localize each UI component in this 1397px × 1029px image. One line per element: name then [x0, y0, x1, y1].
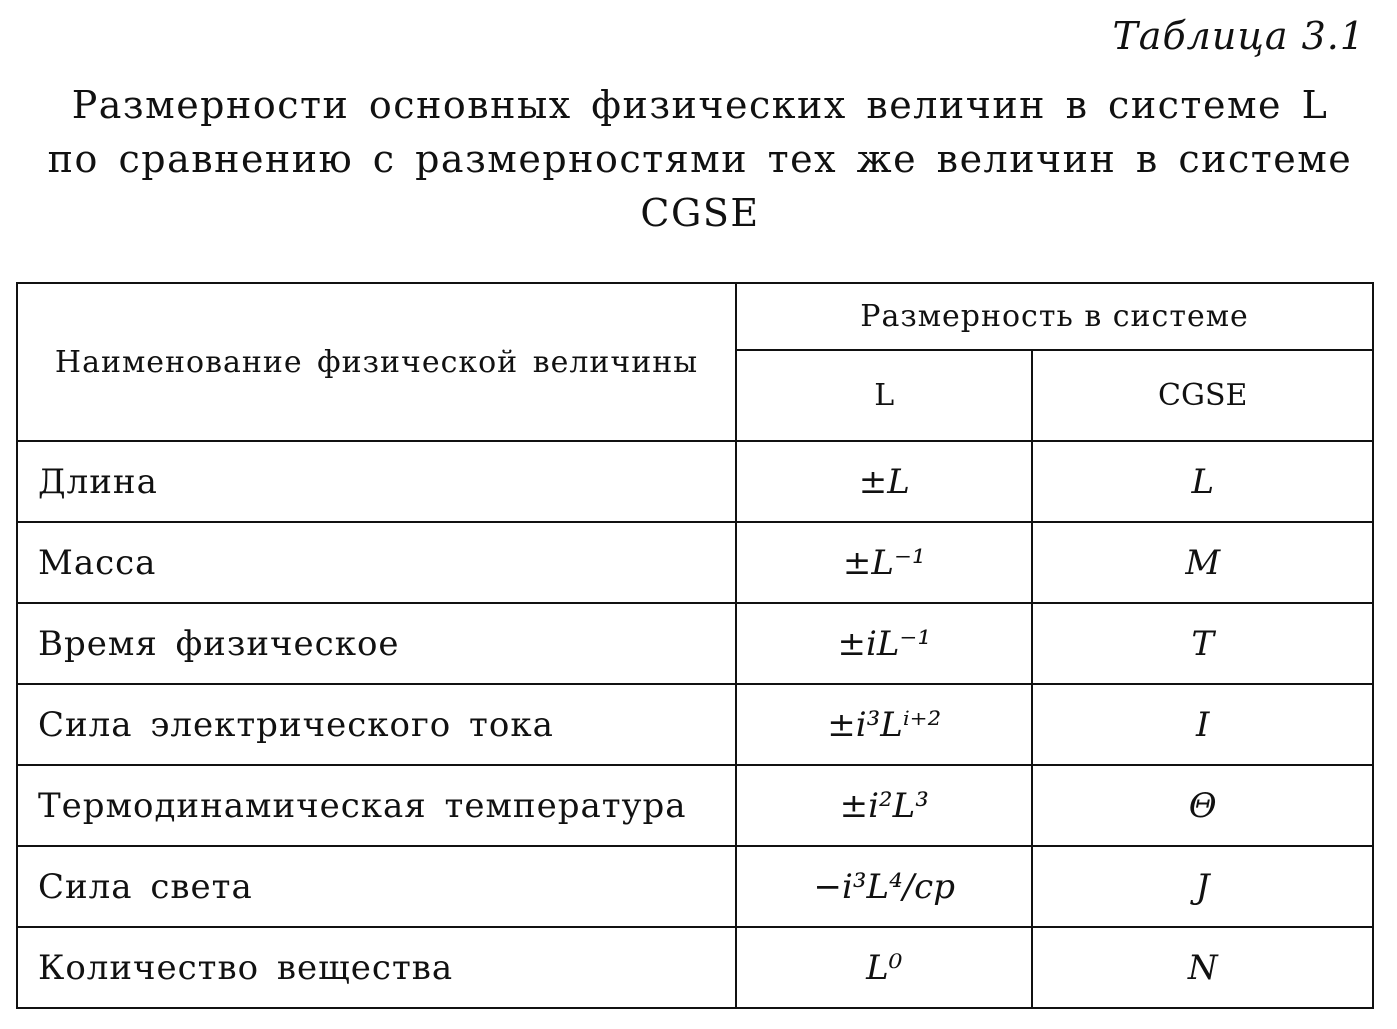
table-row — [17, 441, 1373, 522]
quantity-name: Термодинамическая температура — [17, 765, 736, 846]
table-row — [17, 603, 1373, 684]
quantity-name: Длина — [17, 441, 736, 522]
dimension-l: ±iL⁻¹ — [736, 603, 1032, 684]
header-dimension-group: Размерность в системе — [736, 283, 1373, 350]
dimension-l: −i³L⁴/ср — [736, 846, 1032, 927]
table-number: Таблица 3.1 — [1112, 14, 1365, 58]
dimension-cgse: I — [1032, 684, 1373, 765]
dimension-l: ±i²L³ — [736, 765, 1032, 846]
title-line-1: Размерности основных физических величин в системе L — [71, 83, 1329, 127]
quantity-name: Сила света — [17, 846, 736, 927]
dimension-cgse: Θ — [1032, 765, 1373, 846]
dimensions-table — [16, 282, 1374, 1009]
table-row — [17, 684, 1373, 765]
table-row — [17, 846, 1373, 927]
quantity-name: Количество вещества — [17, 927, 736, 1008]
header-system-cgse: CGSE — [1032, 350, 1373, 441]
dimension-cgse: N — [1032, 927, 1373, 1008]
dimension-cgse: M — [1032, 522, 1373, 603]
table-row — [17, 765, 1373, 846]
quantity-name: Время физическое — [17, 603, 736, 684]
dimension-cgse: T — [1032, 603, 1373, 684]
dimension-l: ±i³Lⁱ⁺² — [736, 684, 1032, 765]
document-title — [30, 78, 1370, 240]
dimension-l: ±L — [736, 441, 1032, 522]
dimension-l: ±L⁻¹ — [736, 522, 1032, 603]
quantity-name: Масса — [17, 522, 736, 603]
dimension-cgse: L — [1032, 441, 1373, 522]
quantity-name: Сила электрического тока — [17, 684, 736, 765]
title-line-3: CGSE — [640, 191, 760, 235]
title-line-2: по сравнению с размерностями тех же величин в системе — [47, 137, 1353, 181]
header-system-l: L — [736, 350, 1032, 441]
table-row — [17, 522, 1373, 603]
dimension-cgse: J — [1032, 846, 1373, 927]
table-row — [17, 927, 1373, 1008]
header-quantity-name: Наименование физической величины — [17, 283, 736, 441]
dimension-l: L⁰ — [736, 927, 1032, 1008]
